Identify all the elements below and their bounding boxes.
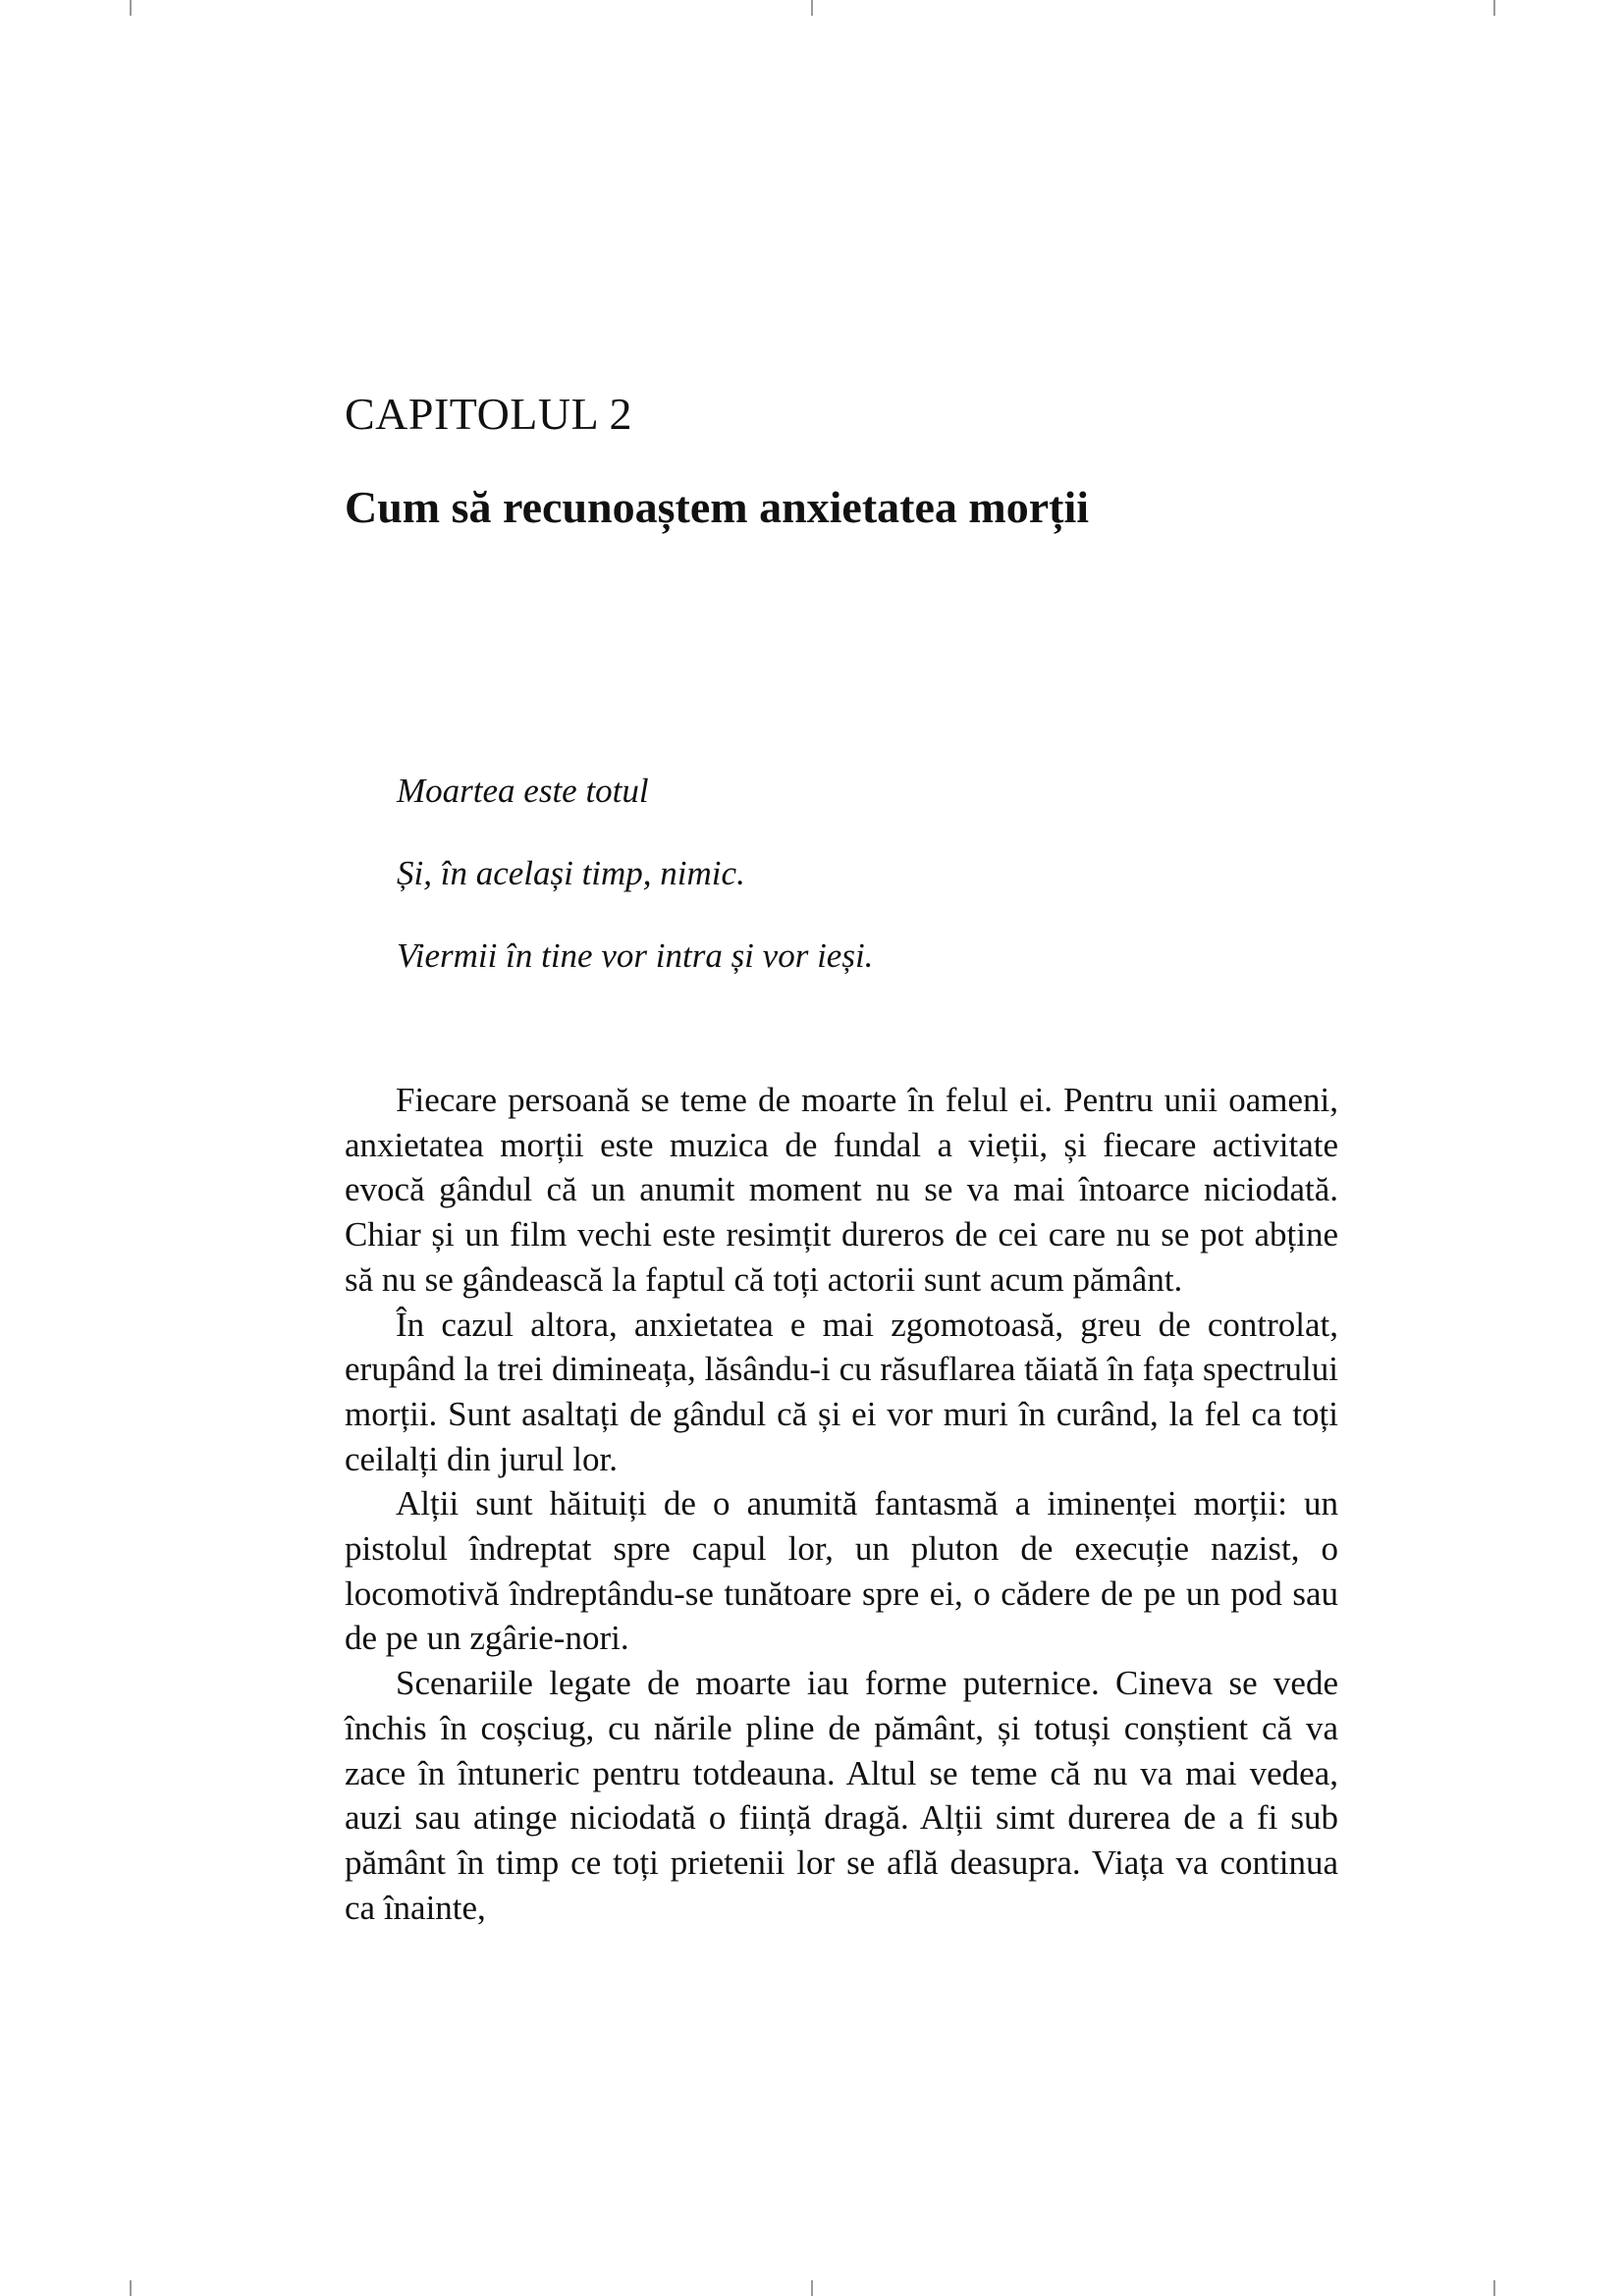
crop-mark-bottom-left <box>130 2280 132 2296</box>
chapter-title: Cum să recunoaștem anxietatea morții <box>345 482 1090 532</box>
chapter-label: CAPITOLUL 2 <box>345 389 632 439</box>
chapter-body <box>345 1078 1338 1930</box>
crop-mark-top-center <box>811 0 813 16</box>
body-paragraph: Fiecare persoană se teme de moarte în felul ei. Pentru unii oameni, anxietatea morții este muzica de fundal a vieții, și fiecare activitate evocă gândul că un anumit moment nu se va mai întoarce niciodată. Chiar și un film vechi este resimțit dureros de cei care nu se pot abține să nu se gândească la faptul că toți actorii sunt acum pământ. <box>345 1081 1338 1299</box>
crop-mark-top-left <box>130 0 132 16</box>
crop-mark-top-right <box>1493 0 1495 16</box>
crop-mark-bottom-center <box>811 2280 813 2296</box>
crop-mark-bottom-right <box>1493 2280 1495 2296</box>
epigraph-line: Moartea este totul <box>397 772 649 810</box>
epigraph-line: Și, în același timp, nimic. <box>397 854 745 892</box>
epigraph-line: Viermii în tine vor intra și vor ieși. <box>397 936 874 975</box>
body-paragraph: Alții sunt hăituiți de o anumită fantasmă a iminenței morții: un pistolul îndreptat spre capul lor, un pluton de execuție nazist, o locomotivă îndreptându-se tunătoare spre ei, o cădere de pe un pod sau de pe un zgârie-nori. <box>345 1484 1338 1658</box>
body-paragraph: În cazul altora, anxietatea e mai zgomotoasă, greu de controlat, erupând la trei dimineața, lăsându-i cu răsuflarea tăiată în fața spectrului morții. Sunt asaltați de gândul că și ei vor muri în curând, la fel ca toți ceilalți din jurul lor. <box>345 1305 1338 1478</box>
epigraph <box>397 770 873 1017</box>
body-paragraph: Scenariile legate de moarte iau forme puternice. Cineva se vede închis în coșciug, cu nările pline de pământ, și totuși conștient că va zace în întuneric pentru totdeauna. Altul se teme că nu va mai vedea, auzi sau atinge niciodată o ființă dragă. Alții simt durerea de a fi sub pământ în timp ce toți prietenii lor se află deasupra. Viața va continua ca înainte, <box>345 1664 1338 1927</box>
